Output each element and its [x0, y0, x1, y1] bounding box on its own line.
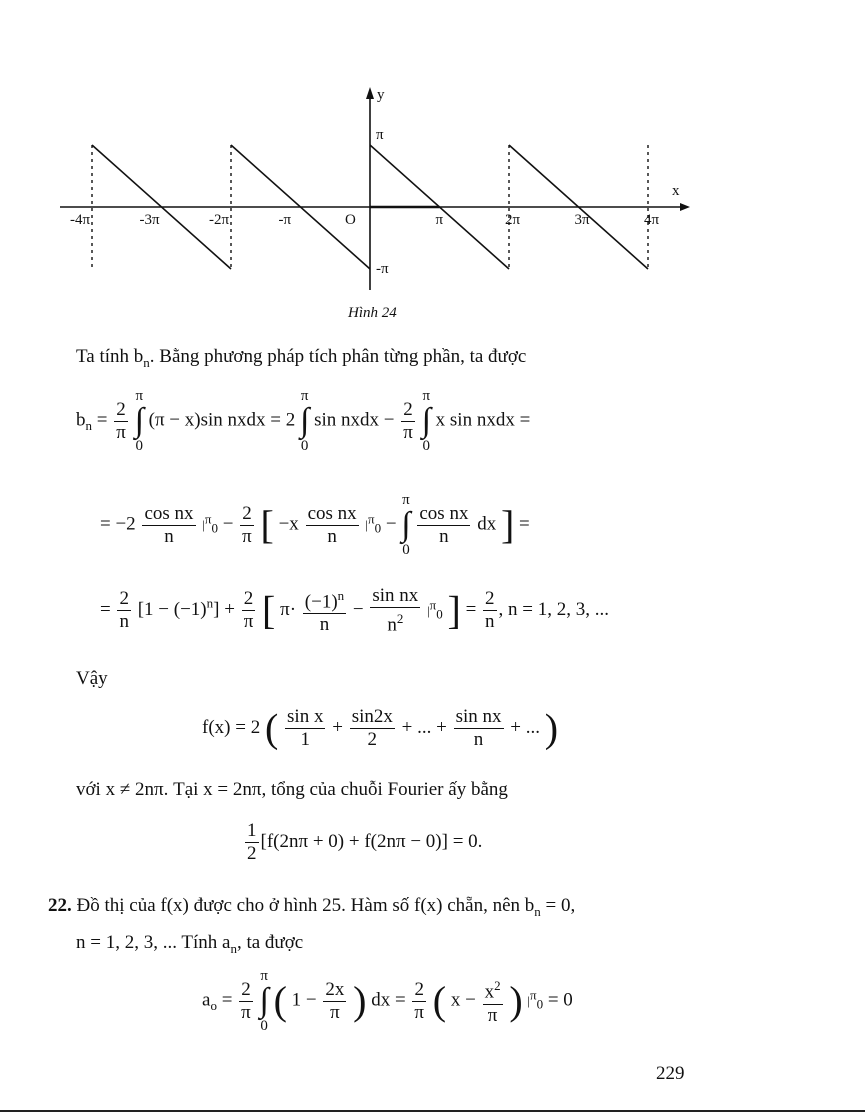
equation-fx: f(x) = 2 ( $\frac{\text{sin x}}{1}$ + $\frac{\sin 2x}{2}$ + ... + $\frac{\text{sin nx}}{n}$ + ... ) — [202, 705, 559, 751]
fraction: $\frac{\text{cos nx}}{n}$ — [419, 502, 469, 547]
a0-dx: dx = — [371, 989, 406, 1011]
eq1-part-a: (π − x)sin nxdx = 2 — [148, 409, 296, 431]
fraction: $\frac{\text{cos nx}}{n}$ — [144, 502, 194, 547]
equals: = — [519, 513, 530, 535]
axes — [60, 87, 690, 290]
item-22-label: 22. — [48, 895, 72, 916]
eq3-part-a: [1 − (−1) — [137, 599, 207, 621]
fraction: $\frac{\text{sin nx}}{n^2}$ — [372, 585, 419, 636]
paragraph-intro — [76, 346, 526, 371]
equation-step3: = $\frac{2}{n}$ $[1 - (-1)^n]$ + $\frac{2}{\pi}$ [ π· $\frac{(-1)^n}{n}$ − $\frac{\text{sin nx}}{n^2}$ $|^\pi_0$ ] = $\frac{2}{n}$ , n = 1, 2, 3, ... — [100, 585, 610, 636]
equals: = — [100, 599, 111, 621]
a0-symbol: a — [202, 989, 211, 1011]
plus: + — [332, 716, 343, 738]
y-tick-label: π — [376, 127, 384, 143]
integral: π ∫ 0 — [259, 968, 269, 1034]
sawtooth-graph — [0, 75, 865, 315]
paragraph-with: với x ≠ 2nπ. Tại x = 2nπ, tổng của chuỗi Fourier ấy bằng — [76, 779, 508, 800]
integral: π ∫ 0 — [300, 388, 310, 454]
fraction: $\frac{\sin 2x}{2}$ — [351, 706, 393, 750]
f-lhs: f(x) = 2 — [202, 716, 261, 738]
f-mid: + ... + — [401, 716, 447, 738]
fraction: $\frac{2}{\pi}$ — [414, 978, 425, 1023]
bn-symbol: b — [76, 409, 86, 431]
fraction: $\frac{2}{\pi}$ — [116, 398, 126, 443]
y-axis-label: y — [377, 87, 385, 103]
figure-caption: Hình 24 — [348, 305, 397, 321]
fraction: $\frac{\text{sin nx}}{n}$ — [455, 706, 502, 750]
eq3-end: , n = 1, 2, 3, ... — [498, 599, 610, 621]
eq2-part-a: = −2 — [100, 513, 136, 535]
integral: π ∫ 0 — [421, 388, 431, 454]
integral: π ∫ 0 — [134, 388, 144, 454]
x-tick-label: -4π — [70, 212, 91, 228]
bottom-rule — [0, 1110, 865, 1112]
eq1-part-c: x sin nxdx = — [435, 409, 531, 431]
eq2-part-b: −x — [278, 513, 299, 535]
fraction: $\frac{\text{sin x}}{1}$ — [287, 706, 324, 750]
fraction: $\frac{1}{2}$ — [247, 820, 257, 864]
fraction: $\frac{\text{cos nx}}{n}$ — [307, 502, 357, 547]
x-tick-label: -π — [278, 212, 292, 228]
fraction: $\frac{2x}{\pi}$ — [325, 978, 345, 1023]
fraction: $\frac{2}{\pi}$ — [241, 978, 251, 1023]
item-22-line2-text: n = 1, 2, 3, ... Tính a — [76, 932, 231, 953]
x-tick-label: -2π — [209, 212, 230, 228]
minus: − — [385, 513, 397, 535]
a0-x: x − — [450, 989, 476, 1011]
equation-step2: = −2 $\frac{\text{cos nx}}{n}$ $|^\pi_0$ − $\frac{2}{\pi}$ [ −x $\frac{\text{cos nx}}{n}$ $|^\pi_0$ − π ∫ 0 $\frac{\text{cos nx}}{n}$ dx ] = — [100, 492, 530, 558]
x-tick-label: 4π — [644, 212, 660, 228]
eq3-part-b: ] + — [213, 599, 235, 621]
equals: = — [221, 989, 233, 1011]
intro-text: Ta tính b — [76, 346, 144, 367]
intro-sub: n — [143, 354, 150, 370]
fraction: $\frac{2}{n}$ — [485, 588, 495, 633]
integral: π ∫ 0 — [401, 492, 411, 558]
x-tick-label: π — [435, 212, 444, 228]
bn-sub: n — [85, 418, 92, 434]
fraction: $\frac{2}{\pi}$ — [243, 588, 254, 633]
half-expr: [f(2nπ + 0) + f(2nπ − 0)] = 0. — [260, 830, 483, 852]
fraction: $\frac{(-1)^n}{n}$ — [303, 585, 346, 636]
minus: − — [352, 599, 364, 621]
fraction: $\frac{x^2}{\pi}$ — [483, 975, 503, 1026]
y-tick-label: -π — [376, 261, 389, 277]
x-tick-label: 3π — [574, 212, 590, 228]
item-22-text: Đồ thị của f(x) được cho ở hình 25. Hàm số f(x) chẵn, nên b — [76, 895, 535, 916]
eq3-part-c: π· — [280, 599, 297, 621]
y-axis-arrow — [366, 87, 374, 99]
fraction: $\frac{2}{\pi}$ — [403, 398, 413, 443]
a0-inner: 1 − — [291, 989, 317, 1011]
eq1-part-b: sin nxdx − — [314, 409, 395, 431]
fraction: $\frac{2}{\pi}$ — [242, 502, 252, 547]
x-axis-label: x — [672, 183, 680, 199]
x-axis-arrow — [680, 203, 690, 211]
minus: − — [222, 513, 234, 535]
eq2-part-c: dx — [477, 513, 497, 535]
intro-rest: . Bằng phương pháp tích phân từng phần, ta được — [149, 346, 527, 367]
origin-label: O — [345, 212, 356, 228]
f-end: + ... — [510, 716, 540, 738]
a0-end: = 0 — [547, 989, 573, 1011]
x-tick-label: 2π — [505, 212, 521, 228]
fraction: $\frac{2}{n}$ — [119, 588, 129, 633]
page-number: 229 — [656, 1063, 685, 1084]
item-22: 22. Đồ thị của f(x) được cho ở hình 25. Hàm số f(x) chẵn, nên $b_n = 0$, — [48, 895, 576, 919]
equals: = — [465, 599, 477, 621]
item-22-line2: n = 1, 2, 3, ... Tính $a_n$, ta được — [76, 932, 304, 956]
equation-bn — [76, 388, 530, 454]
vay-text: Vậy — [76, 668, 108, 689]
axis-labels — [70, 87, 680, 277]
x-tick-label: -3π — [139, 212, 160, 228]
equation-a0: $a_o$ = $\frac{2}{\pi}$ π ∫ 0 ( 1 − $\frac{2x}{\pi}$ ) dx = $\frac{2}{\pi}$ ( x − $\frac{x^2}{\pi}$ ) $|^\pi_0 = 0$ — [202, 968, 573, 1034]
equation-half — [243, 820, 482, 865]
equals: = — [96, 409, 108, 431]
